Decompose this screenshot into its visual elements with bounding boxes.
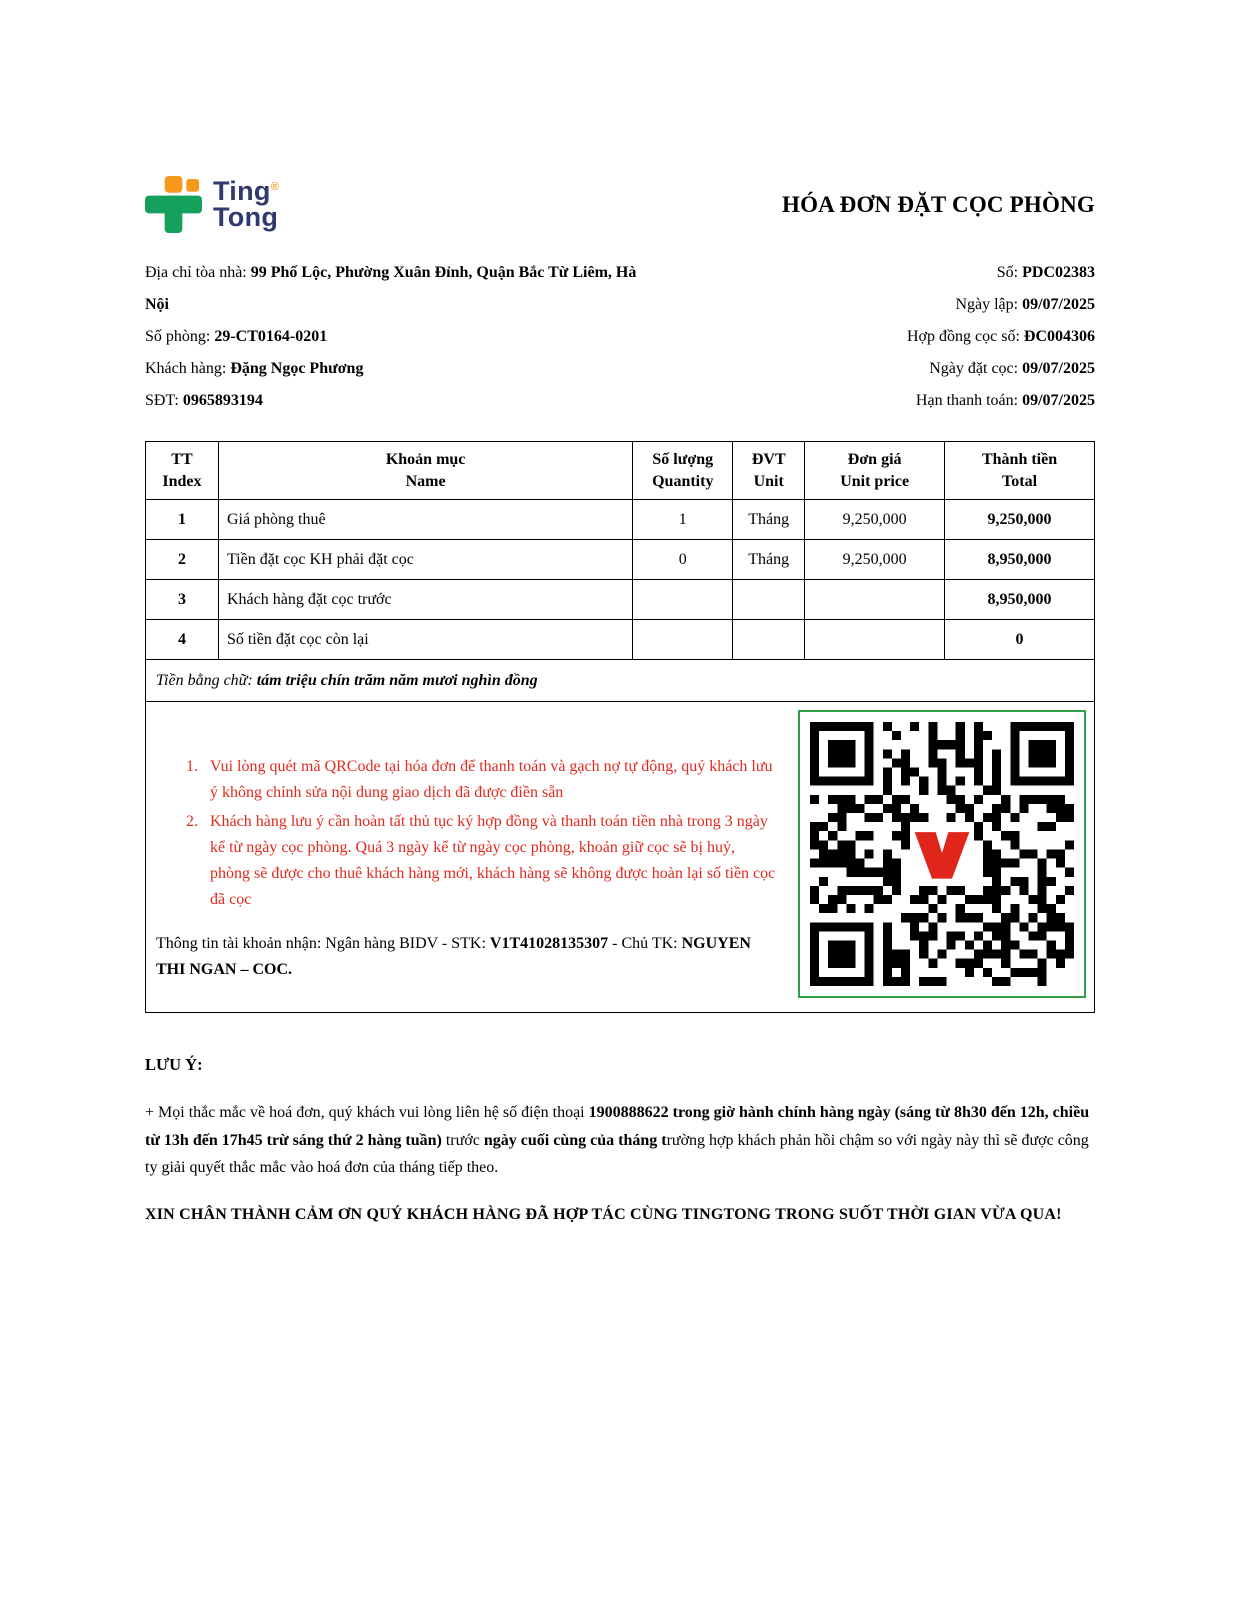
row-total: 8,950,000 xyxy=(945,580,1095,620)
row-unit-price: 9,250,000 xyxy=(805,540,945,580)
invoice-info xyxy=(145,257,1095,417)
items-table xyxy=(145,441,1095,702)
row-index: 2 xyxy=(146,540,219,580)
row-name: Giá phòng thuê xyxy=(218,500,632,540)
header-total: Thành tiền Total xyxy=(945,442,1095,500)
row-unit-price xyxy=(805,620,945,660)
room-line: Số phòng: 29-CT0164-0201 xyxy=(145,328,328,345)
row-total: 9,250,000 xyxy=(945,500,1095,540)
payment-notes xyxy=(154,710,798,1004)
tingtong-logo-icon xyxy=(145,176,202,233)
contact-paragraph: + Mọi thắc mắc về hoá đơn, quý khách vui lòng liên hệ số điện thoại 1900888622 trong giờ hành chính hàng ngày (sáng từ 8h30 đến 12h, chiều từ 13h đến 17h45 trừ sáng thứ 2 hàng tuần) trước ngày cuối cùng của tháng trường hợp khách phản hồi chậm so với ngày này thì sẽ được công ty giải quyết thắc mắc vào hoá đơn của tháng tiếp theo. xyxy=(145,1104,1090,1177)
luu-y-heading: LƯU Ý: xyxy=(145,1055,203,1075)
phone-line: SĐT: 0965893194 xyxy=(145,392,263,409)
page-title: HÓA ĐƠN ĐẶT CỌC PHÒNG xyxy=(781,192,1095,217)
row-index: 1 xyxy=(146,500,219,540)
registered-mark: ® xyxy=(270,180,280,193)
row-quantity: 1 xyxy=(633,500,733,540)
header-name: Khoản mục Name xyxy=(218,442,632,500)
row-unit xyxy=(733,580,805,620)
amount-in-words-row xyxy=(146,660,1095,702)
row-name: Tiền đặt cọc KH phải đặt cọc xyxy=(218,540,632,580)
customer-line: Khách hàng: Đặng Ngọc Phương xyxy=(145,360,364,377)
amount-in-words: Tiền bằng chữ: tám triệu chín trăm năm mươi nghìn đồng xyxy=(146,660,1095,702)
qr-code-svg xyxy=(810,722,1074,986)
address-line: Địa chỉ tòa nhà: 99 Phố Lộc, Phường Xuân Đỉnh, Quận Bắc Từ Liêm, Hà Nội xyxy=(145,264,637,313)
header-unit: ĐVT Unit xyxy=(733,442,805,500)
table-header-row xyxy=(146,442,1095,500)
tingtong-logo xyxy=(145,176,279,233)
row-total: 0 xyxy=(945,620,1095,660)
deposit-date-line: Ngày đặt cọc: 09/07/2025 xyxy=(929,360,1095,377)
note-item: 1. Vui lòng quét mã QRCode tại hóa đơn để thanh toán và gạch nợ tự động, quý khách lưu ý không chỉnh sửa nội dung giao dịch đã được điền sẵn xyxy=(202,754,776,806)
row-quantity: 0 xyxy=(633,540,733,580)
table-row xyxy=(146,580,1095,620)
row-name: Số tiền đặt cọc còn lại xyxy=(218,620,632,660)
due-date-line: Hạn thanh toán: 09/07/2025 xyxy=(915,392,1095,409)
row-name: Khách hàng đặt cọc trước xyxy=(218,580,632,620)
contract-number-line: Hợp đồng cọc số: ĐC004306 xyxy=(907,328,1095,345)
tingtong-logo-text: Ting® Tong xyxy=(213,175,280,232)
header-unit-price: Đơn giá Unit price xyxy=(805,442,945,500)
row-index: 3 xyxy=(146,580,219,620)
table-row xyxy=(146,500,1095,540)
note-item: 2. Khách hàng lưu ý cần hoàn tất thủ tục ký hợp đồng và thanh toán tiền nhà trong 3 ngày kể từ ngày cọc phòng. Quá 3 ngày kể từ ngày cọc phòng, khoản giữ cọc sẽ bị huỷ, phòng sẽ được cho thuê khách hàng mới, khách hàng sẽ không được hoàn lại số tiền cọc đã cọc xyxy=(202,809,776,913)
row-unit-price: 9,250,000 xyxy=(805,500,945,540)
table-row xyxy=(146,540,1095,580)
header-index: TT Index xyxy=(146,442,219,500)
row-unit xyxy=(733,620,805,660)
table-row xyxy=(146,620,1095,660)
account-info: Thông tin tài khoản nhận: Ngân hàng BIDV - STK: V1T41028135307 - Chủ TK: NGUYEN THI NGAN – COC. xyxy=(156,934,751,978)
row-unit: Tháng xyxy=(733,540,805,580)
issue-date-line: Ngày lập: 09/07/2025 xyxy=(955,296,1095,313)
qr-code xyxy=(798,710,1086,998)
invoice-number-line: Số: PDC02383 xyxy=(996,264,1095,281)
payment-notes-list xyxy=(178,754,776,912)
row-total: 8,950,000 xyxy=(945,540,1095,580)
thanks-message: XIN CHÂN THÀNH CẢM ƠN QUÝ KHÁCH HÀNG ĐÃ HỢP TÁC CÙNG TINGTONG TRONG SUỐT THỜI GIAN VỪA QUA! xyxy=(145,1205,1062,1223)
invoice-meta xyxy=(677,257,1095,417)
header xyxy=(145,176,1095,233)
notes-box xyxy=(145,701,1095,1013)
row-quantity xyxy=(633,580,733,620)
building-info xyxy=(145,257,677,417)
header-quantity: Số lượng Quantity xyxy=(633,442,733,500)
row-unit: Tháng xyxy=(733,500,805,540)
row-unit-price xyxy=(805,580,945,620)
row-quantity xyxy=(633,620,733,660)
footer xyxy=(145,1055,1095,1227)
row-index: 4 xyxy=(146,620,219,660)
